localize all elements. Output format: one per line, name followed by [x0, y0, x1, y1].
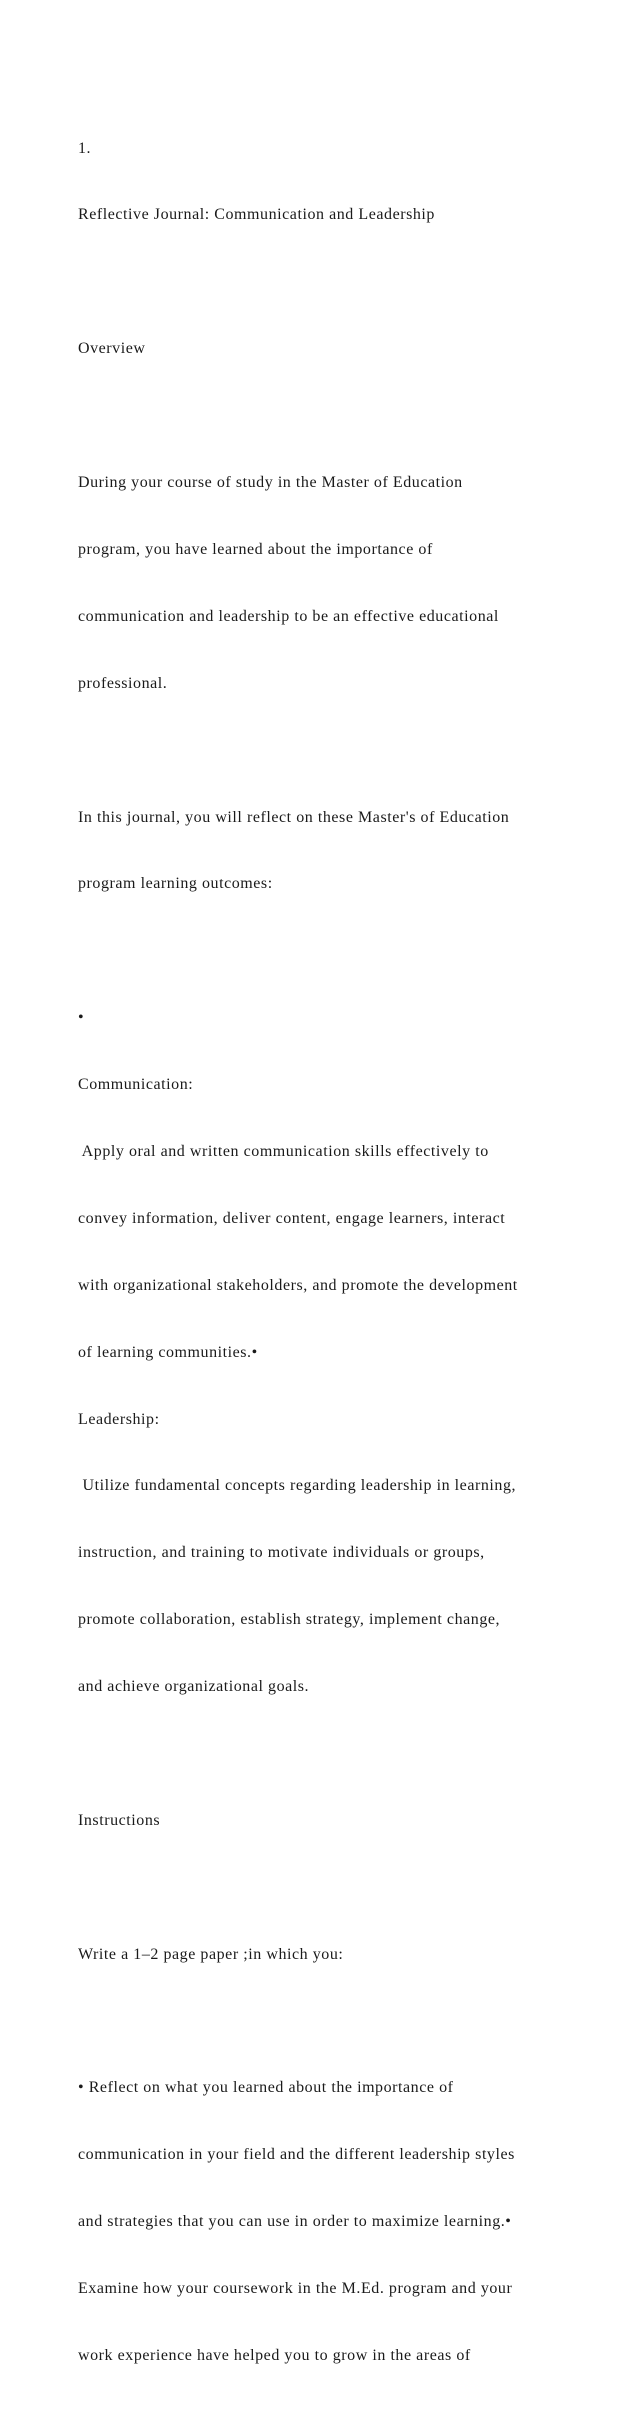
leadership-line: promote collaboration, establish strategy, implement change,	[78, 1611, 501, 1629]
overview-heading: Overview	[78, 340, 146, 358]
communication-line: Apply oral and written communication skills effectively to	[78, 1142, 489, 1160]
overview-line: communication and leadership to be an effective educational	[78, 607, 499, 625]
overview-line: program, you have learned about the importance of	[78, 540, 433, 558]
instruction-line: communication in your field and the different leadership styles	[78, 2146, 515, 2164]
overview-line: professional.	[78, 674, 168, 692]
section-number: 1.	[78, 139, 92, 157]
intro-line: In this journal, you will reflect on these Master's of Education	[78, 808, 510, 826]
document-title: Reflective Journal: Communication and Leadership	[78, 206, 435, 224]
leadership-line: and achieve organizational goals.	[78, 1678, 310, 1696]
instructions-intro: Write a 1–2 page paper ;in which you:	[78, 1945, 344, 1963]
overview-line: During your course of study in the Master of Education	[78, 474, 463, 492]
document-body	[78, 93, 618, 2412]
spacer	[78, 271, 618, 293]
intro-line: program learning outcomes:	[78, 875, 273, 893]
communication-line: convey information, deliver content, engage learners, interact	[78, 1209, 506, 1227]
communication-line: with organizational stakeholders, and promote the development	[78, 1276, 518, 1294]
instruction-line: work experience have helped you to grow in the areas of	[78, 2346, 471, 2364]
spacer	[78, 405, 618, 427]
spacer	[78, 2011, 618, 2033]
instructions-heading: Instructions	[78, 1811, 161, 1829]
leadership-line: Utilize fundamental concepts regarding leadership in learning,	[78, 1477, 517, 1495]
instruction-line: Examine how your coursework in the M.Ed. program and your	[78, 2280, 513, 2298]
spacer	[78, 1743, 618, 1765]
leadership-label: Leadership:	[78, 1410, 160, 1428]
instruction-line: • Reflect on what you learned about the importance of	[78, 2079, 454, 2097]
bullet-marker: •	[78, 1009, 85, 1027]
instruction-line: and strategies that you can use in order to maximize learning.•	[78, 2213, 512, 2231]
spacer	[78, 1877, 618, 1899]
spacer	[78, 940, 618, 962]
communication-label: Communication:	[78, 1076, 194, 1094]
spacer	[78, 740, 618, 762]
leadership-line: instruction, and training to motivate individuals or groups,	[78, 1544, 485, 1562]
communication-line: of learning communities.•	[78, 1343, 258, 1361]
